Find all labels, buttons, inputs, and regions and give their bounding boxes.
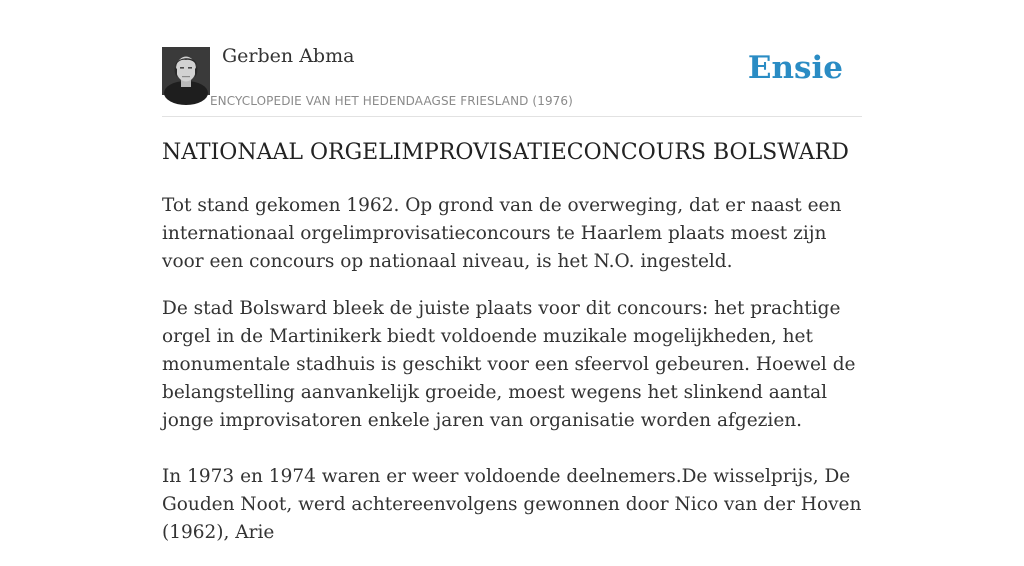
article-title: NATIONAAL ORGELIMPROVISATIECONCOURS BOLSWARD — [162, 140, 849, 165]
article-paragraph: Tot stand gekomen 1962. Op grond van de overweging, dat er naast een internationaal orgelimprovisatieconcours te Haarlem plaats moest zijn voor een concours op nationaal niveau, is het N.O. ingesteld. — [162, 195, 842, 272]
article-body — [162, 192, 862, 566]
author-avatar[interactable] — [162, 47, 210, 95]
article-container — [162, 0, 862, 543]
author-portrait-icon — [162, 47, 210, 95]
source-label[interactable]: ENCYCLOPEDIE VAN HET HEDENDAAGSE FRIESLAND (1976) — [210, 94, 573, 108]
article-paragraph: In 1973 en 1974 waren er weer voldoende deelnemers.De wisselprijs, De Gouden Noot, werd achtereenvolgens gewonnen door Nico van der Hoven (1962), Arie — [162, 466, 862, 543]
article-paragraph: De stad Bolsward bleek de juiste plaats voor dit concours: het prachtige orgel in de Martinikerk biedt voldoende muzikale mogelijkheden, het monumentale stadhuis is geschikt voor een sfeervol gebeuren. Hoewel de belangstelling aanvankelijk groeide, moest wegens het slinkend aantal jonge improvisatoren enkele jaren van organisatie worden afgezien. — [162, 298, 856, 431]
author-name[interactable]: Gerben Abma — [222, 45, 355, 67]
brand-logo[interactable]: Ensie — [747, 50, 843, 86]
article-header — [162, 0, 862, 117]
